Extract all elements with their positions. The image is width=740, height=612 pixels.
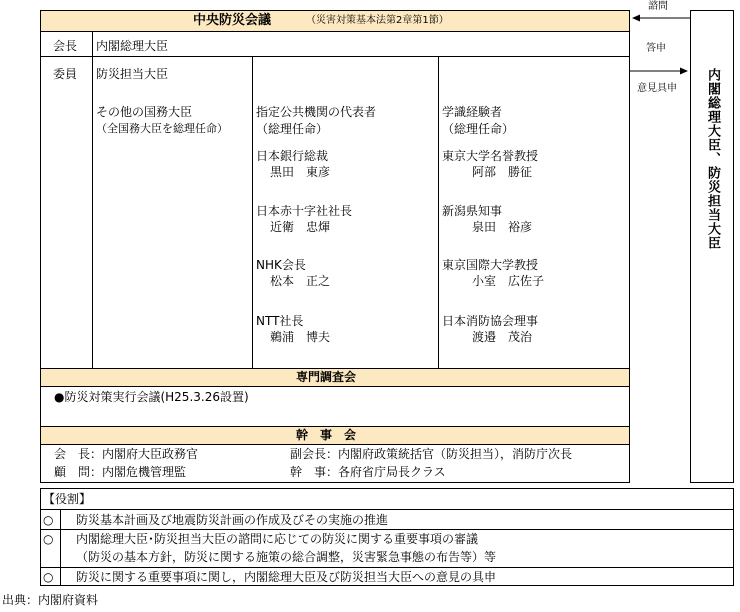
member-name: 渡邉 茂治 [472, 330, 533, 344]
arrow-report-label: 答申 [646, 43, 666, 54]
member-name: 阿部 勝征 [472, 165, 533, 179]
chair-value: 内閣総理大臣 [96, 39, 169, 53]
divider [40, 529, 734, 530]
member-org: NHK会長 [256, 258, 306, 272]
source-note: 出典：内閣府資料 [2, 593, 99, 607]
pm-box-label: 内閣総理大臣、防災担当大臣 [705, 68, 720, 250]
role-bullet: ○ [43, 513, 54, 527]
secretariat-secretaries: 幹 事：各府省庁局長クラス [290, 465, 446, 479]
arrow-opinion-label: 意見具申 [637, 83, 677, 94]
role-bullet: ○ [43, 532, 54, 546]
divider [40, 56, 630, 57]
member-org: 日本銀行総裁 [256, 149, 329, 163]
roles-title: 【役割】 [43, 492, 92, 506]
arrow-inquiry-label: 諮問 [648, 1, 668, 12]
secretariat-vice-chair: 副会長：内閣府政策統括官（防災担当），消防庁次長 [290, 447, 573, 461]
role-bullet: ○ [43, 570, 54, 584]
other-ministers: その他の国務大臣 [96, 105, 193, 119]
role-item-continuation: （防災の基本方針，防災に関する施策の総合調整，災害緊急事態の布告等）等 [76, 550, 497, 564]
public-org-note: （総理任命） [256, 122, 329, 136]
expert-note: （総理任命） [442, 122, 515, 136]
member-name: 近衛 忠煇 [270, 220, 331, 234]
divider [40, 31, 630, 32]
expert-committee-title: 専門調査会 [296, 370, 357, 384]
arrow-right-icon [630, 66, 688, 76]
divider [40, 444, 630, 445]
member-org: NTT社長 [256, 314, 304, 328]
other-ministers-note: （全国務大臣を総理任命） [96, 122, 228, 135]
member-name: 鵜浦 博夫 [270, 330, 331, 344]
arrow-left-icon [632, 13, 690, 23]
role-item: 防災基本計画及び地震防災計画の作成及びその実施の推進 [76, 513, 389, 527]
divider [252, 56, 253, 368]
minister-disaster: 防災担当大臣 [96, 67, 169, 81]
expert-committee-item: ●防災対策実行会議(H25.3.26設置) [54, 390, 249, 404]
member-org: 東京大学名誉教授 [442, 149, 539, 163]
secretariat-chair: 会 長：内閣府大臣政務官 [54, 447, 199, 461]
divider [40, 386, 630, 387]
divider [60, 509, 61, 586]
secretariat-title: 幹 事 会 [296, 428, 357, 442]
divider [438, 56, 439, 368]
member-org: 日本消防協会理事 [442, 314, 539, 328]
divider [92, 31, 93, 368]
expert-heading: 学識経験者 [442, 105, 503, 119]
member-org: 新潟県知事 [442, 204, 503, 218]
chair-label: 会長 [53, 39, 78, 53]
members-label: 委員 [53, 67, 78, 81]
divider [40, 567, 734, 568]
member-name: 泉田 裕彦 [472, 220, 533, 234]
council-title: 中央防災会議 [193, 13, 272, 28]
member-org: 東京国際大学教授 [442, 258, 539, 272]
member-org: 日本赤十字社社長 [256, 204, 353, 218]
council-subtitle: （災害対策基本法第2章第1節） [306, 15, 449, 26]
divider [40, 509, 734, 510]
public-org-heading: 指定公共機関の代表者 [256, 105, 377, 119]
member-name: 小室 広佐子 [472, 274, 545, 288]
secretariat-advisor: 顧 問：内閣危機管理監 [54, 465, 187, 479]
role-item: 内閣総理大臣･防災担当大臣の諮問に応じての防災に関する重要事項の審議 [76, 532, 479, 546]
role-item: 防災に関する重要事項に関し，内閣総理大臣及び防災担当大臣への意見の具申 [76, 570, 497, 584]
central-disaster-council [40, 10, 630, 483]
member-name: 松本 正之 [270, 274, 331, 288]
member-name: 黒田 東彦 [270, 165, 331, 179]
